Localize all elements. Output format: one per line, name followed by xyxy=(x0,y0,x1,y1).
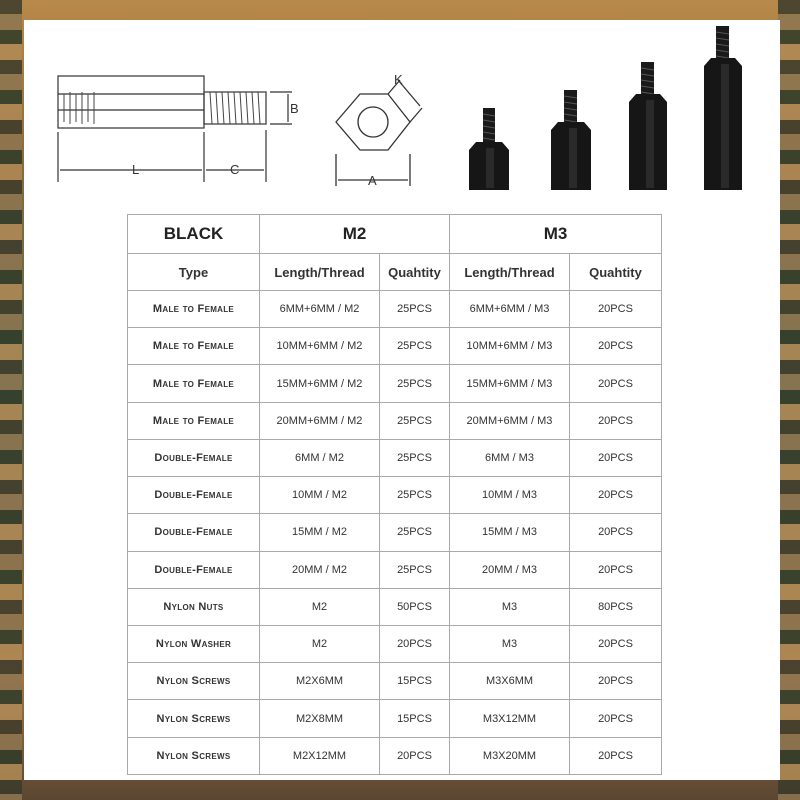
cell-m2-quantity: 15PCS xyxy=(380,663,450,700)
cell-m3-quantity: 20PCS xyxy=(570,663,662,700)
cell-m3-length: 15MM+6MM / M3 xyxy=(450,365,570,402)
cell-m2-quantity: 25PCS xyxy=(380,439,450,476)
cell-m3-quantity: 20PCS xyxy=(570,328,662,365)
cell-type: Nylon Screws xyxy=(128,700,260,737)
cell-m3-length: M3 xyxy=(450,625,570,662)
cell-m2-length: 20MM / M2 xyxy=(260,551,380,588)
table-row xyxy=(128,700,662,737)
cell-m2-length: 15MM / M2 xyxy=(260,514,380,551)
dimension-label-b: B xyxy=(290,101,299,116)
cell-type: Nylon Nuts xyxy=(128,588,260,625)
cell-m3-quantity: 20PCS xyxy=(570,439,662,476)
cell-m2-length: M2X8MM xyxy=(260,700,380,737)
cell-type: Male to Female xyxy=(128,291,260,328)
table-row xyxy=(128,663,662,700)
cell-m3-length: 20MM+6MM / M3 xyxy=(450,402,570,439)
table-row xyxy=(128,551,662,588)
table-row xyxy=(128,625,662,662)
cell-type: Nylon Screws xyxy=(128,737,260,774)
column-header-length-m2: Length/Thread xyxy=(260,254,380,291)
cell-m3-quantity: 20PCS xyxy=(570,291,662,328)
table-row xyxy=(128,737,662,774)
cell-m3-length: M3X6MM xyxy=(450,663,570,700)
right-border-decoration xyxy=(778,0,800,800)
cell-m2-length: 20MM+6MM / M2 xyxy=(260,402,380,439)
cell-m3-quantity: 20PCS xyxy=(570,700,662,737)
column-header-length-m3: Length/Thread xyxy=(450,254,570,291)
product-spec-panel xyxy=(24,20,780,780)
cell-m3-quantity: 20PCS xyxy=(570,625,662,662)
cell-m2-quantity: 25PCS xyxy=(380,328,450,365)
standoff-diagrams xyxy=(24,20,780,220)
cell-m3-quantity: 80PCS xyxy=(570,588,662,625)
group-header-m3: M3 xyxy=(450,215,662,254)
color-label: BLACK xyxy=(128,215,260,254)
cell-m3-quantity: 20PCS xyxy=(570,551,662,588)
hexagon-top-view-drawing xyxy=(336,80,422,186)
table-header-row xyxy=(128,215,662,254)
black-standoff-long xyxy=(629,62,667,190)
cell-m2-length: 6MM+6MM / M2 xyxy=(260,291,380,328)
left-border-decoration xyxy=(0,0,22,800)
dimension-label-l: L xyxy=(132,162,140,177)
cell-type: Double-Female xyxy=(128,477,260,514)
cell-m3-quantity: 20PCS xyxy=(570,402,662,439)
cell-m2-length: 10MM / M2 xyxy=(260,477,380,514)
cell-m2-quantity: 25PCS xyxy=(380,551,450,588)
column-header-quantity-m3: Quahtity xyxy=(570,254,662,291)
cell-m2-quantity: 20PCS xyxy=(380,625,450,662)
column-header-quantity-m2: Quahtity xyxy=(380,254,450,291)
group-header-m2: M2 xyxy=(260,215,450,254)
cell-m3-length: 20MM / M3 xyxy=(450,551,570,588)
cell-m2-length: M2 xyxy=(260,625,380,662)
cell-m2-length: 15MM+6MM / M2 xyxy=(260,365,380,402)
cell-m3-length: 10MM+6MM / M3 xyxy=(450,328,570,365)
table-row xyxy=(128,439,662,476)
black-standoff-extra-long xyxy=(704,26,742,190)
cell-m3-length: M3X20MM xyxy=(450,737,570,774)
cell-m2-length: M2 xyxy=(260,588,380,625)
cell-type: Double-Female xyxy=(128,514,260,551)
cell-m3-length: M3 xyxy=(450,588,570,625)
table-subheader-row xyxy=(128,254,662,291)
cell-m3-quantity: 20PCS xyxy=(570,365,662,402)
table-row xyxy=(128,588,662,625)
cell-type: Nylon Washer xyxy=(128,625,260,662)
cell-m3-length: 10MM / M3 xyxy=(450,477,570,514)
cell-m3-length: 6MM+6MM / M3 xyxy=(450,291,570,328)
cell-m2-quantity: 50PCS xyxy=(380,588,450,625)
cell-m2-quantity: 25PCS xyxy=(380,477,450,514)
cell-m2-quantity: 25PCS xyxy=(380,402,450,439)
cell-m3-quantity: 20PCS xyxy=(570,477,662,514)
cell-type: Double-Female xyxy=(128,551,260,588)
black-standoff-small xyxy=(469,108,509,190)
cell-m2-length: 6MM / M2 xyxy=(260,439,380,476)
table-row xyxy=(128,514,662,551)
dimension-label-k: K xyxy=(394,72,403,87)
cell-m2-quantity: 25PCS xyxy=(380,291,450,328)
table-row xyxy=(128,402,662,439)
cell-m3-quantity: 20PCS xyxy=(570,737,662,774)
standoff-side-view-drawing xyxy=(58,76,292,182)
cell-type: Double-Female xyxy=(128,439,260,476)
cell-type: Male to Female xyxy=(128,365,260,402)
table-row xyxy=(128,291,662,328)
cell-m3-quantity: 20PCS xyxy=(570,514,662,551)
cell-m3-length: 6MM / M3 xyxy=(450,439,570,476)
cell-m2-length: M2X6MM xyxy=(260,663,380,700)
table-row xyxy=(128,365,662,402)
cell-type: Male to Female xyxy=(128,402,260,439)
cell-type: Nylon Screws xyxy=(128,663,260,700)
cell-m2-quantity: 20PCS xyxy=(380,737,450,774)
dimension-label-a: A xyxy=(368,173,377,188)
specification-table xyxy=(127,214,662,775)
table-row xyxy=(128,328,662,365)
cell-m2-length: M2X12MM xyxy=(260,737,380,774)
dimension-label-c: C xyxy=(230,162,240,177)
column-header-type: Type xyxy=(128,254,260,291)
cell-m3-length: M3X12MM xyxy=(450,700,570,737)
black-standoff-medium xyxy=(551,90,591,190)
cell-m2-quantity: 25PCS xyxy=(380,365,450,402)
table-row xyxy=(128,477,662,514)
cell-type: Male to Female xyxy=(128,328,260,365)
cell-m3-length: 15MM / M3 xyxy=(450,514,570,551)
cell-m2-quantity: 15PCS xyxy=(380,700,450,737)
cell-m2-length: 10MM+6MM / M2 xyxy=(260,328,380,365)
cell-m2-quantity: 25PCS xyxy=(380,514,450,551)
